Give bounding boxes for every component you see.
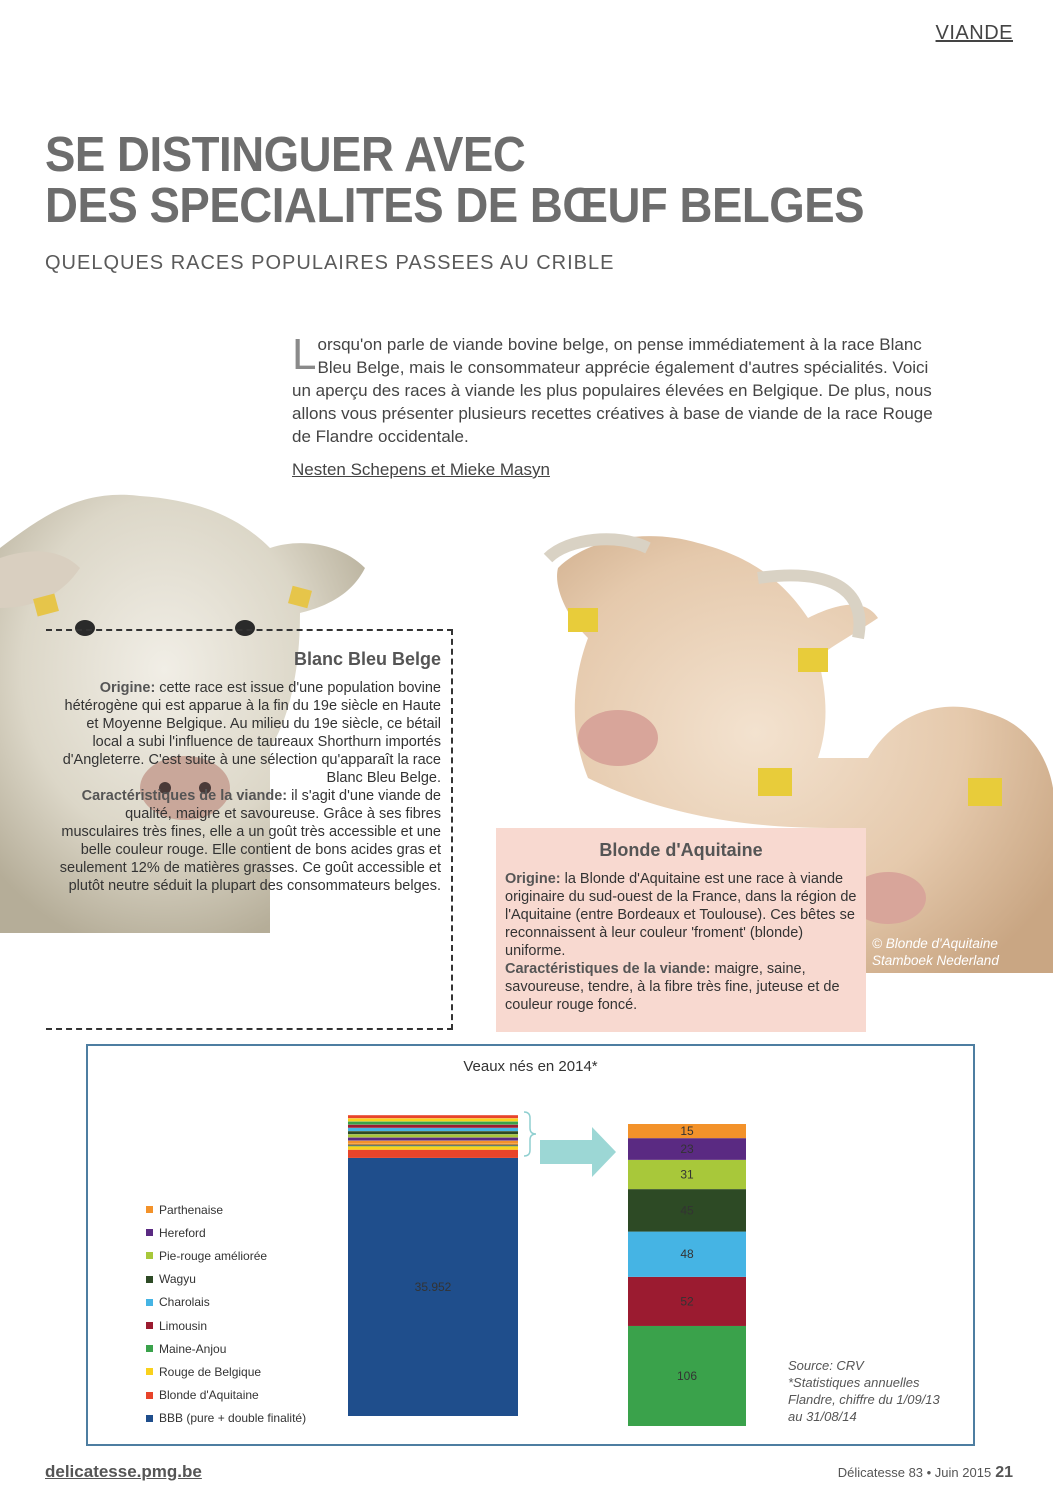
bbb-title: Blanc Bleu Belge bbox=[293, 649, 441, 669]
article-subtitle: QUELQUES RACES POPULAIRES PASSEES AU CRIBLE bbox=[45, 252, 615, 274]
bbb-origin-text: cette race est issue d'une population bovine hétérogène qui est apparue à la fin du 19e siècle en Haute et Moyenne Belgique. Au milieu du 19e siècle, ce bétail local a subi l'influence de taureaux Shorthurn importés d'Angleterre. C'est suite à une sélection qu'apparaît la race Blanc Bleu Belge. bbox=[62, 680, 441, 786]
bar-stripe-left bbox=[348, 1138, 518, 1141]
chart-title: Veaux nés en 2014* bbox=[463, 1058, 598, 1075]
legend-label: Limousin bbox=[159, 1318, 208, 1333]
bar-segment-left bbox=[348, 1146, 518, 1149]
bar-stripe-left bbox=[348, 1134, 518, 1137]
bar-label-right: 23 bbox=[680, 1142, 694, 1157]
bar-stripe-left bbox=[348, 1122, 518, 1125]
bar-segment-left bbox=[348, 1150, 518, 1158]
legend-label: Wagyu bbox=[159, 1272, 196, 1287]
bar-label-right: 52 bbox=[680, 1294, 694, 1309]
chart-bracket bbox=[524, 1112, 536, 1156]
bar-segment-left bbox=[348, 1144, 518, 1145]
bbb-origin-label: Origine: bbox=[99, 680, 156, 696]
article-intro bbox=[292, 330, 937, 448]
photo-credit bbox=[872, 935, 999, 969]
calves-chart bbox=[86, 1044, 975, 1446]
aquitaine-info-box bbox=[496, 828, 866, 1032]
drop-cap: L bbox=[292, 330, 317, 379]
bbb-meat-text: il s'agit d'une viande de qualité, maigre et savoureuse. Grâce à ses fibres musculaires très fines, elle a un goût très accessible et une belle couleur rouge. Elle contient de bons acides gras et seulement 12% de matières grasses. Ce goût accessible et plutôt neutre séduit la plupart des consommateurs belges. bbox=[59, 788, 441, 894]
aquitaine-text bbox=[505, 870, 857, 1014]
bar-label-right: 48 bbox=[680, 1247, 694, 1262]
bar-label-right: 31 bbox=[680, 1167, 694, 1182]
bbb-text bbox=[56, 679, 441, 895]
bar-stripe-left bbox=[348, 1128, 518, 1131]
footer-issue: Délicatesse 83 • Juin 2015 bbox=[837, 1465, 992, 1480]
bar-label-right: 106 bbox=[676, 1368, 698, 1383]
chart-source bbox=[788, 1357, 940, 1425]
legend-label: Parthenaise bbox=[159, 1202, 224, 1217]
bar-stripe-left bbox=[348, 1125, 518, 1128]
legend-label: BBB (pure + double finalité) bbox=[159, 1411, 307, 1426]
page-number: 21 bbox=[995, 1464, 1013, 1481]
bar-stripe-left bbox=[348, 1118, 518, 1121]
footer-website-link[interactable]: delicatesse.pmg.be bbox=[45, 1462, 202, 1481]
photo-credit-line-2: Stamboek Nederland bbox=[872, 953, 999, 968]
bar-label-right: 45 bbox=[680, 1203, 694, 1218]
aquitaine-origin-text: la Blonde d'Aquitaine est une race à viande originaire du sud-ouest de la France, dans la région de l'Aquitaine (entre Bordeaux et Toulouse). Ces bêtes se reconnaissent à leur couleur 'froment' (blonde) uniforme. bbox=[505, 871, 857, 959]
bbb-meat-label: Caractéristiques de la viande: bbox=[81, 788, 288, 804]
article-authors[interactable]: Nesten Schepens et Mieke Masyn bbox=[292, 460, 550, 479]
article-title bbox=[45, 130, 864, 232]
bar-stripe-left bbox=[348, 1131, 518, 1134]
legend-label: Charolais bbox=[159, 1295, 210, 1310]
photo-credit-line-1: © Blonde d'Aquitaine bbox=[872, 936, 998, 951]
legend-label: Rouge de Belgique bbox=[159, 1364, 262, 1379]
bar-stripe-left bbox=[348, 1141, 518, 1144]
legend-label: Hereford bbox=[159, 1225, 206, 1240]
source-line-2: *Statistiques annuelles bbox=[788, 1375, 920, 1390]
legend-label: Pie-rouge améliorée bbox=[159, 1248, 268, 1263]
intro-text: orsqu'on parle de viande bovine belge, on pense immédiatement à la race Blanc Bleu Belge, mais le consommateur apprécie également d'autres spécialités. Voici un aperçu des races à viande les plus populaires élevées en Belgique. De plus, nous allons vous présenter plusieurs recettes créatives à base de viande de la race Rouge de Flandre occidentale. bbox=[292, 335, 933, 446]
bar-label-left: 35.952 bbox=[414, 1279, 452, 1294]
source-line-4: au 31/08/14 bbox=[788, 1409, 857, 1424]
bar-label-right: 15 bbox=[680, 1124, 694, 1139]
aquitaine-origin-label: Origine: bbox=[505, 871, 561, 887]
legend-label: Maine-Anjou bbox=[159, 1341, 227, 1356]
legend-label: Blonde d'Aquitaine bbox=[159, 1388, 259, 1403]
source-line-3: Flandre, chiffre du 1/09/13 bbox=[788, 1392, 940, 1407]
chart-arrow bbox=[540, 1127, 616, 1177]
aquitaine-title: Blonde d'Aquitaine bbox=[599, 840, 763, 860]
title-line-1: SE DISTINGUER AVEC bbox=[45, 128, 526, 182]
bbb-info-box bbox=[46, 629, 453, 1030]
aquitaine-meat-text: maigre, saine, savoureuse, tendre, à la fibre très fine, juteuse et de couleur rouge foncé. bbox=[505, 961, 840, 1013]
bar-stripe-left bbox=[348, 1115, 518, 1118]
section-tag: VIANDE bbox=[935, 22, 1013, 44]
aquitaine-meat-label: Caractéristiques de la viande: bbox=[505, 961, 711, 977]
title-line-2: DES SPECIALITES DE BŒUF BELGES bbox=[45, 179, 865, 233]
source-line-1: Source: CRV bbox=[788, 1358, 864, 1373]
footer-issue-info bbox=[838, 1464, 1013, 1482]
